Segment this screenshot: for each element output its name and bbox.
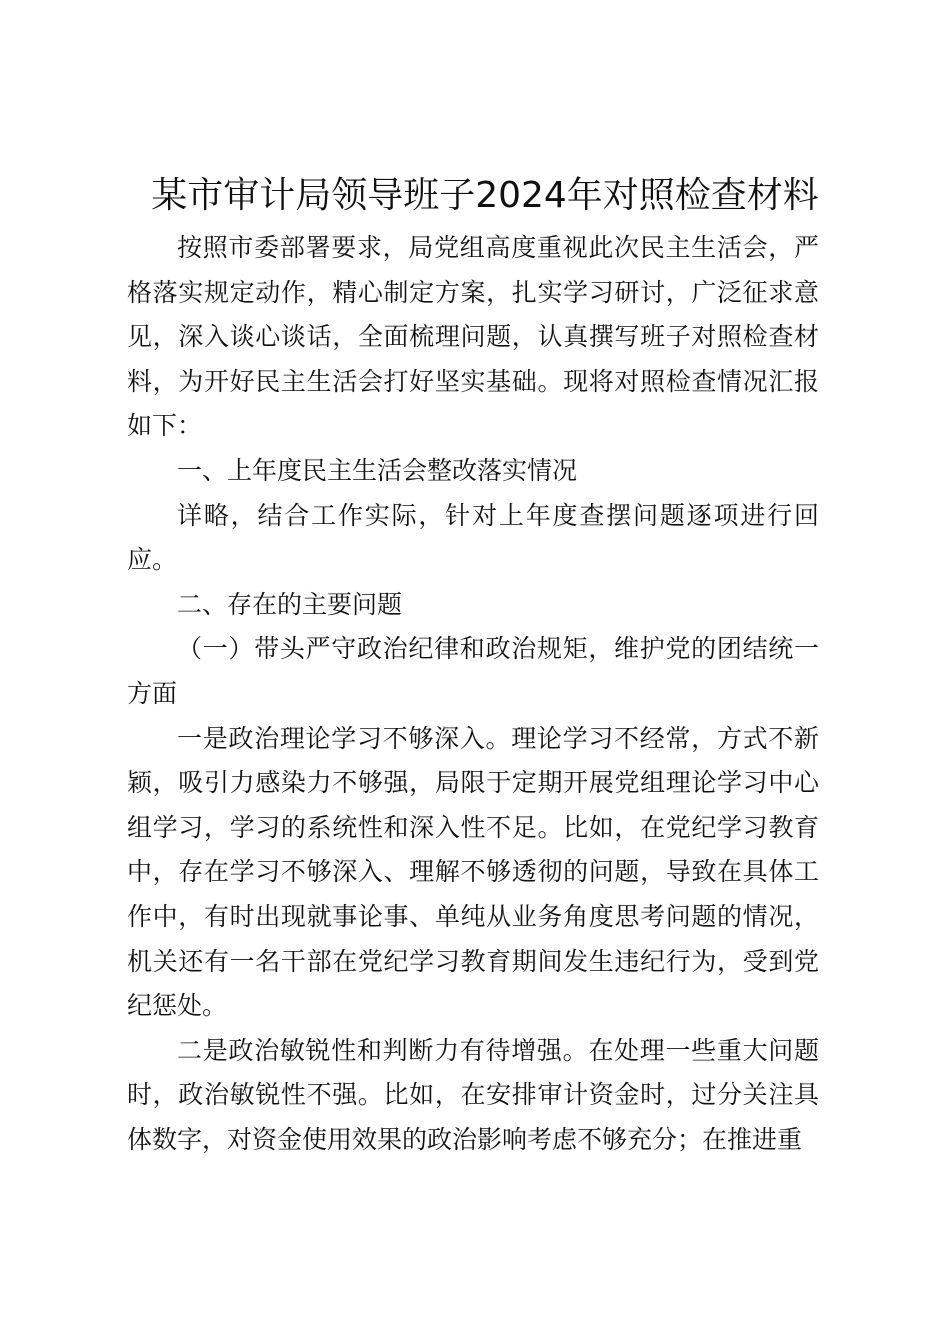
section-heading-1: 一、上年度民主生活会整改落实情况: [177, 455, 578, 485]
document-page: [127, 172, 819, 1162]
document-title: 某市审计局领导班子2024年对照检查材料: [151, 175, 819, 216]
subsection-heading-1: （一）带头严守政治纪律和政治规矩，维护党的团结统一方面: [127, 634, 819, 708]
issue-paragraph-2: 二是政治敏锐性和判断力有待增强。在处理一些重大问题时，政治敏锐性不强。比如，在安排审计资金时，过分关注具体数字，对资金使用效果的政治影响考虑不够充分；在推进重: [127, 1035, 819, 1154]
intro-paragraph: 按照市委部署要求，局党组高度重视此次民主生活会，严格落实规定动作，精心制定方案，扎实学习研讨，广泛征求意见，深入谈心谈话，全面梳理问题，认真撰写班子对照检查材料，为开好民主生活会打好坚实基础。现将对照检查情况汇报如下：: [127, 233, 819, 441]
section-heading-2: 二、存在的主要问题: [177, 589, 403, 619]
section-1-paragraph: 详略，结合工作实际，针对上年度查摆问题逐项进行回应。: [127, 500, 819, 575]
issue-paragraph-1: 一是政治理论学习不够深入。理论学习不经常，方式不新颖，吸引力感染力不够强，局限于定期开展党组理论学习中心组学习，学习的系统性和深入性不足。比如，在党纪学习教育中，存在学习不够深入、理解不够透彻的问题，导致在具体工作中，有时出现就事论事、单纯从业务角度思考问题的情况，机关还有一名干部在党纪学习教育期间发生违纪行为，受到党纪惩处。: [127, 723, 819, 1021]
